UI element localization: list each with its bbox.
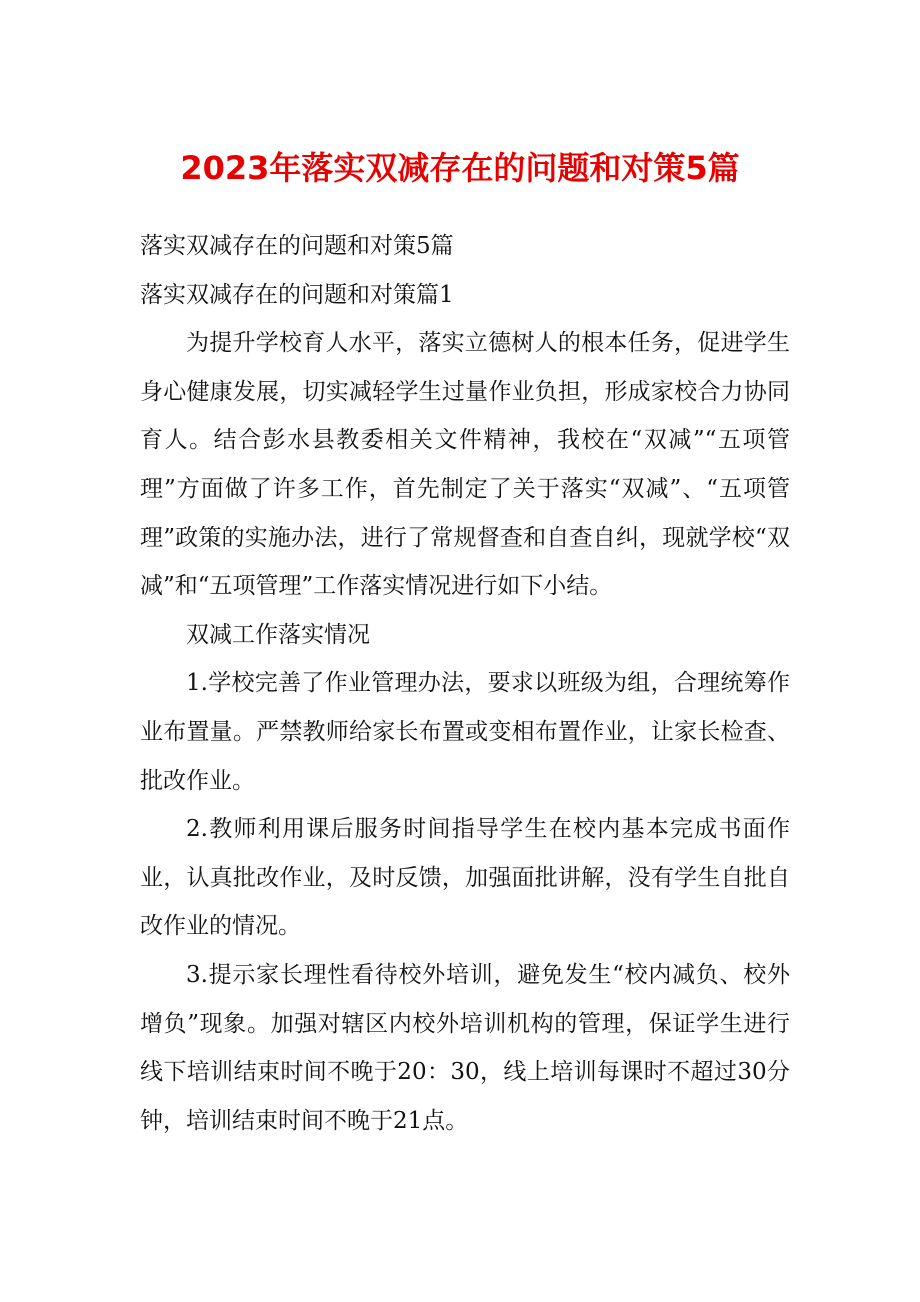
section-heading: 双减工作落实情况 bbox=[186, 621, 370, 648]
document-title: 2023年落实双减存在的问题和对策5篇 bbox=[180, 149, 740, 187]
body-paragraph: 为提升学校育人水平，落实立德树人的根本任务，促进学生身心健康发展，切实减轻学生过量作业负担，形成家校合力协同育人。结合彭水县教委相关文件精神，我校在“双减”“五项管理”方面做了许多工作，首先制定了关于落实“双减”、“五项管理”政策的实施办法，进行了常规督查和自查自纠，现就学校“双减”和“五项管理”工作落实情况进行如下小结。 bbox=[140, 330, 790, 600]
body-paragraph: 落实双减存在的问题和对策篇1 bbox=[140, 281, 454, 308]
body-paragraph: 落实双减存在的问题和对策5篇 bbox=[140, 233, 454, 259]
document-body bbox=[140, 222, 790, 1145]
body-paragraph: 3.提示家长理性看待校外培训，避免发生“校内减负、校外增负”现象。加强对辖区内校外培训机构的管理，保证学生进行线下培训结束时间不晚于20：30，线上培训每课时不超过30分钟，培训结束时间不晚于21点。 bbox=[140, 961, 790, 1134]
body-paragraph: 2.教师利用课后服务时间指导学生在校内基本完成书面作业，认真批改作业，及时反馈，加强面批讲解，没有学生自批自改作业的情况。 bbox=[140, 816, 790, 940]
body-paragraph: 1.学校完善了作业管理办法，要求以班级为组，合理统筹作业布置量。严禁教师给家长布置或变相布置作业，让家长检查、批改作业。 bbox=[140, 670, 790, 794]
